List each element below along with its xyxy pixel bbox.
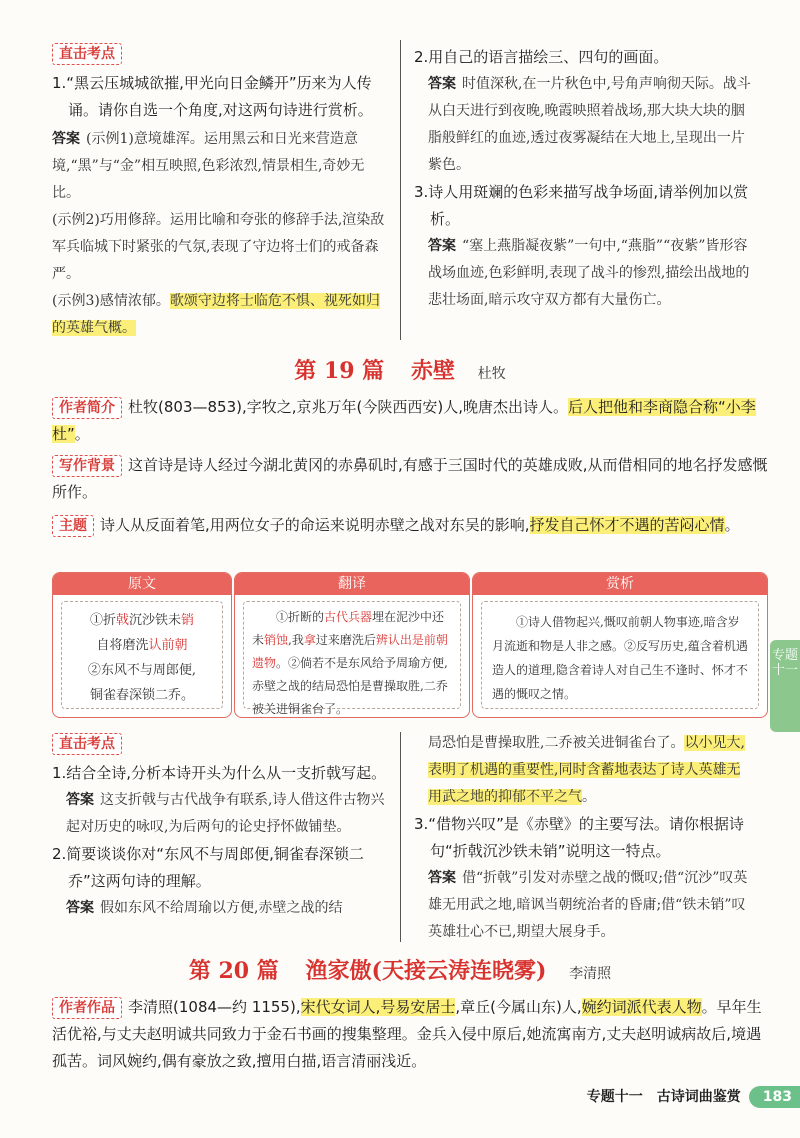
theme-text: 诗人从反面着笔,用两位女子的命运来说明赤壁之战对东吴的影响,: [100, 516, 530, 534]
poem-author: 李清照: [569, 966, 612, 982]
exam-points-tag-2: 直击考点: [52, 733, 122, 755]
author-works-tag: 作者作品: [52, 997, 122, 1019]
section-20-title: [0, 958, 800, 988]
s19-question-2: 2.简要谈谈你对“东风不与周郎便,铜雀春深锁二乔”这两句诗的理解。: [52, 845, 364, 890]
poem-title: 渔家傲(天接云涛连晓雾): [305, 958, 547, 984]
orig-l2b: 认前朝: [148, 638, 188, 653]
chapter-side-tab: [770, 640, 800, 732]
answer-label: 答案: [66, 792, 94, 808]
theme-highlight: 抒发自己怀才不遇的苦闷心情: [529, 516, 725, 534]
answer-label: 答案: [52, 131, 80, 147]
top-left-column: [52, 40, 392, 342]
author-intro-text: 杜牧(803—853),字牧之,京兆万年(今陕西西安)人,晚唐杰出诗人。: [128, 398, 568, 416]
trans-p3: 埋在泥沙中还未: [252, 610, 445, 647]
s19-answer-2: [52, 895, 392, 922]
s19-answer-1-text: 这支折戟与古代战争有联系,诗人借这件古物兴起对历史的咏叹,为后两句的论史抒怀做铺垫。: [66, 792, 385, 835]
author-works-hl1: 宋代女词人,号易安居士: [300, 998, 456, 1016]
answer-3-pre: (示例3)感情浓郁。: [52, 293, 170, 309]
panel-appreciation: [472, 572, 768, 718]
original-line-1: [72, 608, 212, 633]
panel-original: [52, 572, 232, 718]
section-number: 第 20 篇: [188, 958, 279, 984]
panel-original-body: [61, 601, 223, 709]
poem-title: 赤壁: [410, 358, 455, 384]
trans-p1: ①折断的: [276, 610, 325, 624]
answer-2-right-text: 时值深秋,在一片秋色中,号角声响彻天际。战斗从白天进行到夜晚,晚霞映照着战场,那大块大块的胭脂般鲜红的血迹,透过夜雾凝结在大地上,呈现出一片紫色。: [428, 76, 751, 173]
author-works-t1: 李清照(1084—约 1155),: [128, 998, 301, 1016]
orig-l1c: 沉沙铁未: [129, 613, 182, 628]
answer-3-highlight: 歌颂守边将士临危不惧、视死如归的英雄气概。: [52, 293, 380, 336]
orig-l1d: 销: [181, 613, 195, 628]
trans-p2: 古代兵器: [324, 610, 373, 624]
answer-label: 答案: [66, 900, 94, 916]
trans-p7: 过来磨洗后: [315, 633, 376, 647]
column-divider-2: [400, 732, 401, 942]
s19-answer-2-highlight: 以小见大,表明了机遇的重要性,同时含蓄地表达了诗人英雄无用武之地的抑郁不平之气: [428, 735, 745, 805]
s19-answer-2-cont: [414, 730, 754, 811]
author-works-t3: 。早年生活优裕,与丈夫赵明诚共同致力于金石书画的搜集整理。金兵入侵中原后,她流寓南方,丈夫赵明诚病故后,境遇孤苦。词风婉约,偶有豪放之致,擅用白描,语言清丽浅近。: [52, 998, 762, 1070]
side-tab-text: 专题十一: [771, 648, 798, 678]
question-2: 2.用自己的语言描绘三、四句的画面。: [414, 48, 669, 66]
author-works-t2: ,章丘(今属山东)人,: [455, 998, 582, 1016]
answer-label: 答案: [428, 238, 456, 254]
answer-label: 答案: [428, 76, 456, 92]
writing-background-tag: 写作背景: [52, 455, 122, 477]
panel-translation: [234, 572, 470, 718]
poem-author: 杜牧: [477, 366, 506, 382]
s19-right-column: [414, 730, 754, 946]
top-right-column: [414, 44, 754, 314]
question-1: 1.“黑云压城城欲摧,甲光向日金鳞开”历来为人传诵。请你自选一个角度,对这两句诗进行赏析。: [52, 74, 373, 119]
answer-1: [52, 126, 392, 207]
page-number: 183: [749, 1086, 800, 1108]
exam-points-tag: 直击考点: [52, 43, 122, 65]
writing-background-text: 这首诗是诗人经过今湖北黄冈的赤鼻矶时,有感于三国时代的英雄成败,从而借相同的地名抒发感慨所作。: [52, 456, 768, 501]
answer-3: [52, 288, 392, 342]
trans-p4: 销蚀: [264, 633, 289, 647]
answer-label: 答案: [428, 870, 456, 886]
panel-appreciation-body: ①诗人借物起兴,慨叹前朝人物事迹,暗含岁月流逝和物是人非之感。②反写历史,蕴含着机遇造人的道理,隐含着诗人对自己生不逢时、怀才不遇的慨叹之情。: [481, 601, 759, 709]
page-footer: [587, 1084, 800, 1106]
trans-p6: 拿: [303, 633, 316, 647]
orig-l1b: 戟: [115, 613, 129, 628]
question-3: 3.诗人用斑斓的色彩来描写战争场面,请举例加以赏析。: [414, 183, 749, 228]
trans-p9: 。②倘若不是东风给予周瑜方便,赤壁之战的结局恐怕是曹操取胜,二乔被关进铜雀台了。: [252, 656, 448, 716]
theme-tag: 主题: [52, 515, 94, 537]
answer-2-right: [414, 71, 754, 179]
s19-question-1: 1.结合全诗,分析本诗开头为什么从一支折戟写起。: [52, 764, 387, 782]
answer-3-right-text: “塞上燕脂凝夜紫”一句中,“燕脂”“夜紫”皆形容战场血迹,色彩鲜明,表现了战斗的惨烈,描绘出战地的悲壮场面,暗示攻守双方都有大量伤亡。: [428, 238, 750, 308]
answer-2: (示例2)巧用修辞。运用比喻和夸张的修辞手法,渲染敌军兵临城下时紧张的气氛,表现了守边将士们的戒备森严。: [52, 212, 385, 282]
author-works-hl2: 婉约词派代表人物: [581, 998, 702, 1016]
trans-p5: ,我: [288, 633, 304, 647]
answer-3-right: [414, 233, 754, 314]
orig-l1a: ①折: [89, 613, 116, 628]
orig-l2a: 自将磨洗: [96, 638, 149, 653]
author-intro-end: 。: [74, 425, 90, 443]
s19-left-column: [52, 730, 392, 922]
s19-answer-2-end: 。: [582, 789, 596, 805]
s19-answer-2-cont-text: 局恐怕是曹操取胜,二乔被关进铜雀台了。: [428, 735, 685, 751]
panel-translation-body: [243, 601, 461, 716]
author-intro-tag: 作者简介: [52, 397, 122, 419]
writing-background: [52, 452, 772, 506]
theme-end: 。: [724, 516, 740, 534]
section-number: 第 19 篇: [294, 358, 385, 384]
s19-answer-1: [52, 787, 392, 841]
panel-original-header: 原文: [53, 573, 231, 595]
footer-text: 专题十一 古诗词曲鉴赏: [586, 1089, 741, 1105]
section-19-title: [0, 358, 800, 388]
original-line-2: [72, 633, 212, 658]
author-works: [52, 994, 772, 1075]
theme: [52, 512, 772, 539]
s19-question-3: 3.“借物兴叹”是《赤壁》的主要写法。请你根据诗句“折戟沉沙铁未销”说明这一特点。: [414, 815, 744, 860]
author-intro: [52, 394, 772, 448]
panel-translation-header: 翻译: [235, 573, 469, 595]
original-line-3: ②东风不与周郎便,: [87, 663, 197, 678]
answer-1-text: (示例1)意境雄浑。运用黑云和日光来营造意境,“黑”与“金”相互映照,色彩浓烈,情景相生,奇妙无比。: [52, 131, 365, 201]
column-divider: [400, 40, 401, 340]
trans-p8: 辨认出是前朝遗物: [252, 633, 448, 670]
author-intro-highlight: 后人把他和李商隐合称“小李杜”: [52, 398, 756, 443]
panel-appreciation-header: 赏析: [473, 573, 767, 595]
s19-answer-3: [414, 865, 754, 946]
s19-answer-2-text: 假如东风不给周瑜以方便,赤壁之战的结: [100, 900, 343, 916]
original-line-4: 铜雀春深锁二乔。: [89, 688, 194, 703]
s19-answer-3-text: 借“折戟”引发对赤壁之战的慨叹;借“沉沙”叹英雄无用武之地,暗讽当朝统治者的昏庸;借“铁未销”叹英雄壮心不已,期望大展身手。: [428, 870, 748, 940]
